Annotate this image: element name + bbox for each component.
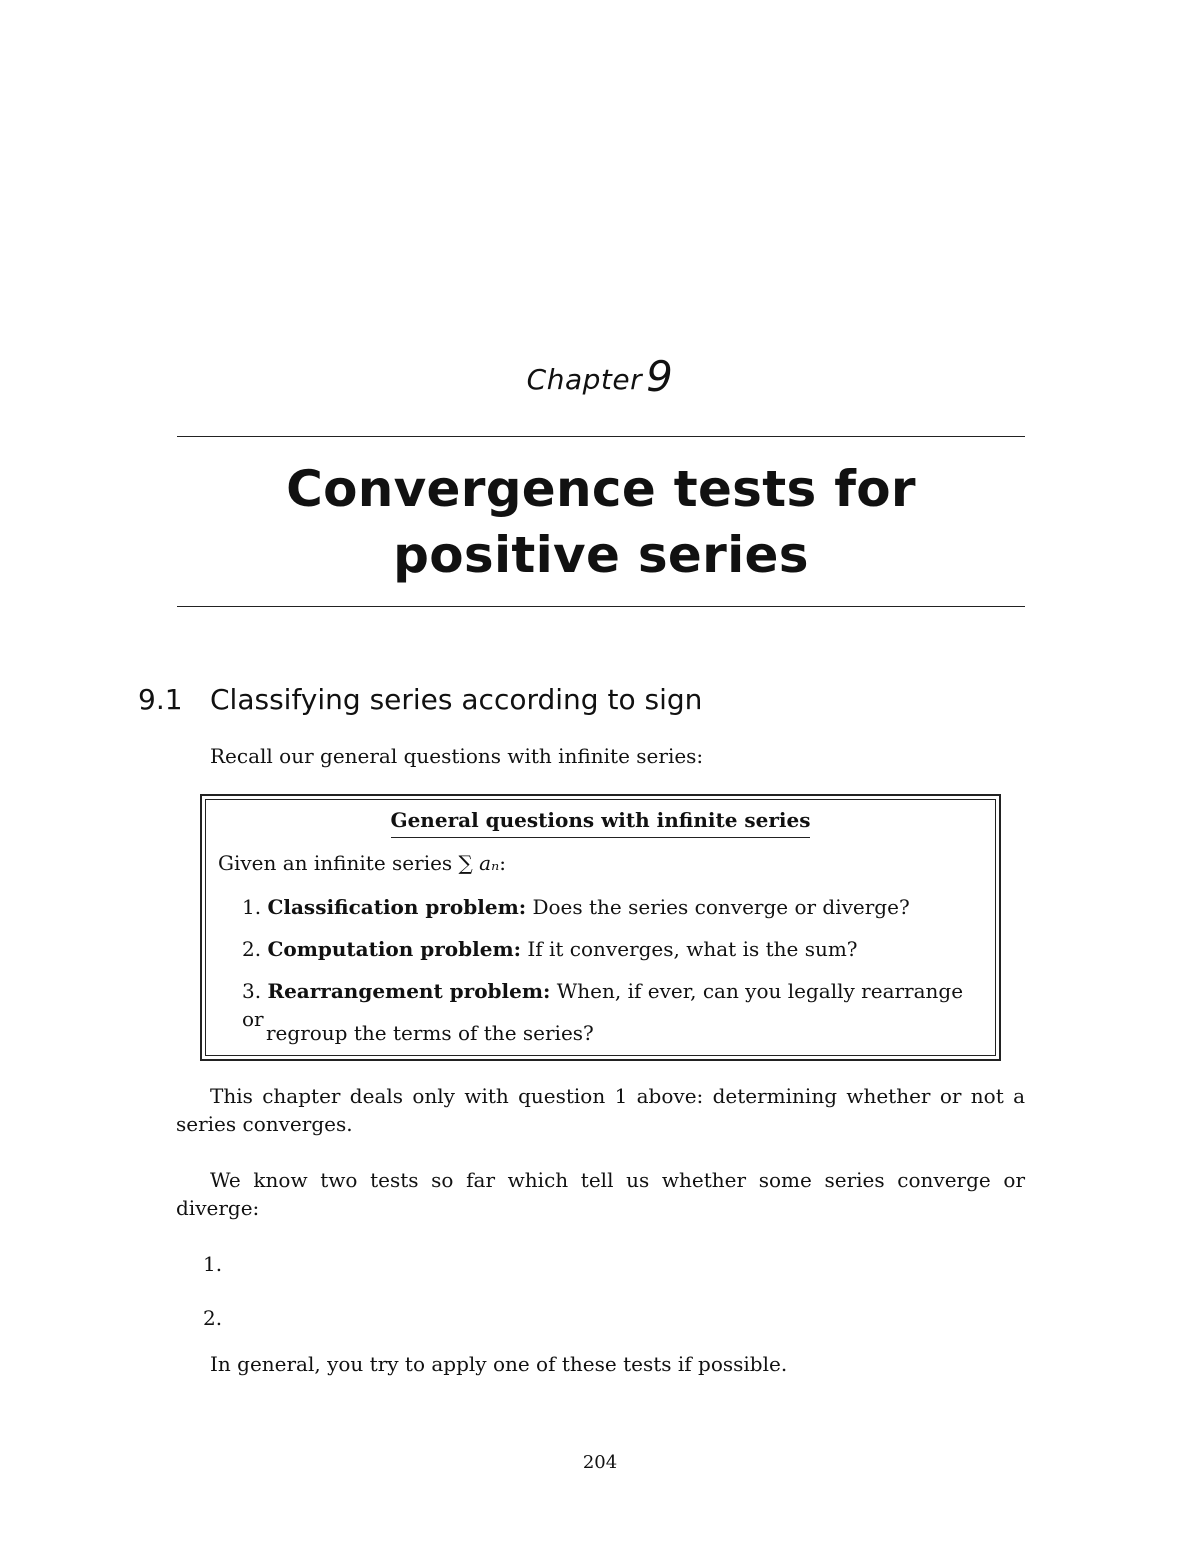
item-label: Classification problem: — [267, 895, 527, 919]
chapter-label — [0, 352, 1200, 401]
paragraph: This chapter deals only with question 1 above: determining whether or not a series converges. — [176, 1084, 1025, 1136]
series-math: ∑ aₙ — [458, 851, 500, 875]
box-given-line — [218, 851, 506, 875]
item-number: 3. — [242, 979, 262, 1003]
question-item — [242, 893, 910, 921]
box-title — [200, 808, 1001, 832]
item-label: Computation problem: — [267, 937, 521, 961]
chapter-label-text: Chapter — [526, 363, 643, 396]
page-number: 204 — [582, 1452, 618, 1473]
closing-paragraph: In general, you try to apply one of these tests if possible. — [210, 1352, 788, 1376]
section-number: 9.1 — [138, 683, 183, 716]
general-questions-box — [200, 794, 1001, 1061]
item-text: When, if ever, can you legally rearrange or — [242, 979, 964, 1031]
item-label: Rearrangement problem: — [267, 979, 551, 1003]
given-prefix: Given an infinite series — [218, 851, 459, 875]
question-item — [242, 935, 858, 963]
title-rule-top — [177, 436, 1025, 437]
intro-text: Recall our general questions with infinite series: — [210, 744, 704, 768]
chapter-number: 9 — [646, 352, 674, 401]
question-item-continuation: regroup the terms of the series? — [266, 1021, 594, 1045]
paragraph: We know two tests so far which tell us whether some series converge or diverge: — [176, 1168, 1025, 1220]
title-rule-bottom — [177, 606, 1025, 607]
section-title: Classifying series according to sign — [210, 683, 703, 716]
item-text: If it converges, what is the sum? — [521, 937, 858, 961]
item-number: 2. — [242, 937, 262, 961]
list-number: 2. — [203, 1306, 223, 1330]
item-number: 1. — [242, 895, 262, 919]
list-number: 1. — [203, 1252, 223, 1276]
chapter-title: Convergence tests for positive series — [286, 460, 916, 584]
given-suffix: : — [499, 851, 506, 875]
box-title-text: General questions with infinite series — [391, 808, 811, 838]
item-text: Does the series converge or diverge? — [526, 895, 910, 919]
